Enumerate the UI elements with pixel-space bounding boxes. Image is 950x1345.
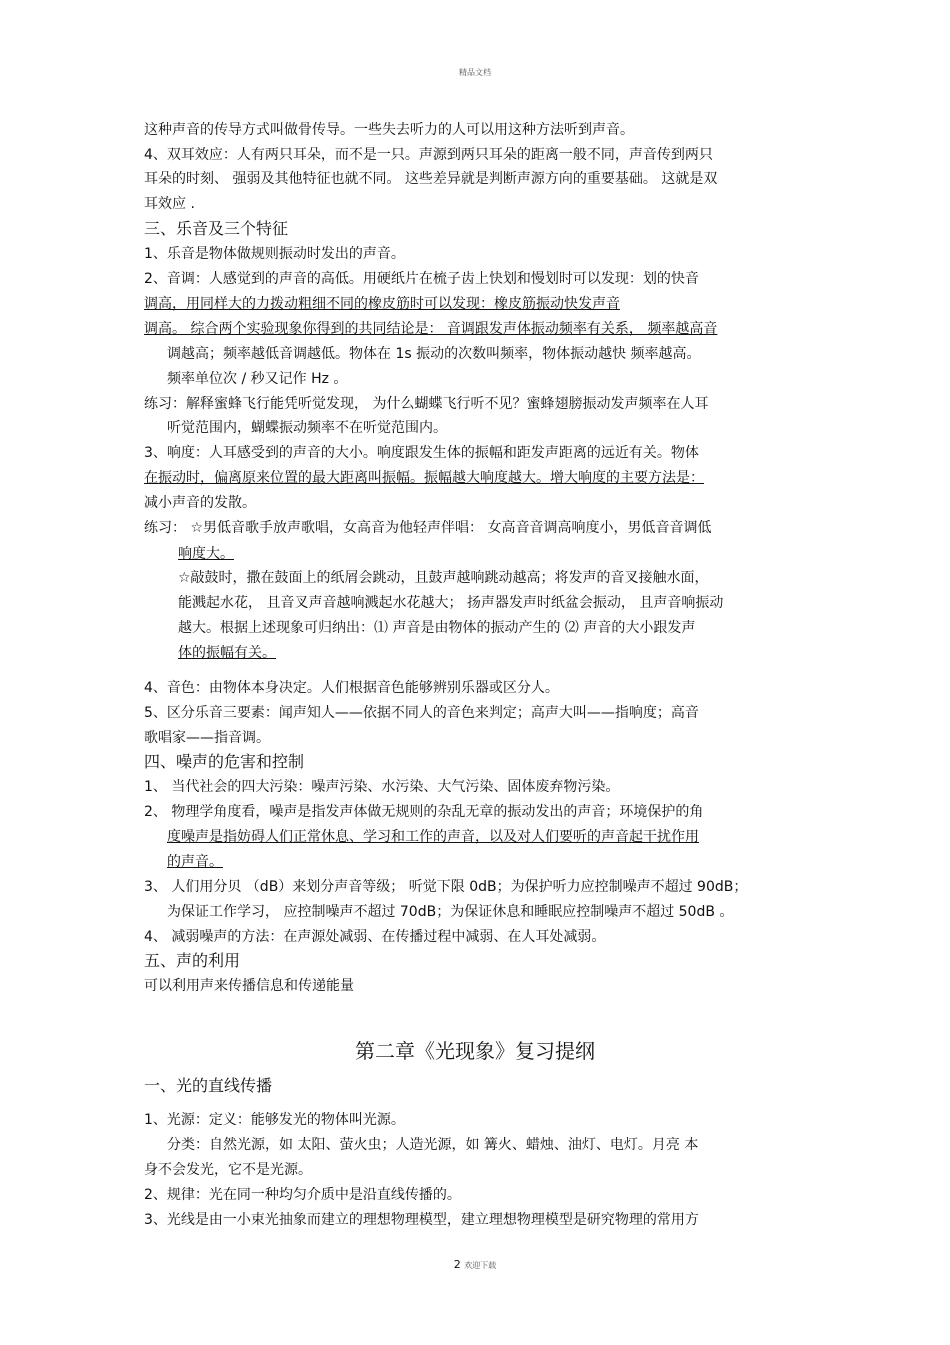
text-line: 3、 人们用分贝 （dB）来划分声音等级； 听觉下限 0dB；为保护听力应控制噪声不超过 90dB； (144, 879, 748, 895)
text-line: 听觉范围内，蝴蝶振动频率不在听觉范围内。 (167, 420, 447, 436)
chapter-title: 第二章《光现象》复习提纲 (355, 1039, 595, 1063)
text-line: 练习：解释蜜蜂飞行能凭听觉发现， 为什么蝴蝶飞行听不见？蜜蜂翅膀振动发声频率在人耳 (144, 396, 709, 412)
text-line: 2、音调：人感觉到的声音的高低。用硬纸片在梳子齿上快划和慢划时可以发现：划的快音 (144, 271, 699, 287)
page-header: 精品文档 (459, 68, 491, 77)
text-line: 为保证工作学习， 应控制噪声不超过 70dB；为保证休息和睡眠应控制噪声不超过 50dB 。 (167, 904, 734, 920)
text-line: 歌唱家——指音调。 (144, 730, 270, 746)
text-line: 3、光线是由一小束光抽象而建立的理想物理模型，建立理想物理模型是研究物理的常用方 (144, 1212, 699, 1228)
text-line: 可以利用声来传播信息和传递能量 (144, 978, 354, 994)
section-heading: 三、乐音及三个特征 (144, 219, 289, 238)
text-line: 这种声音的传导方式叫做骨传导。一些失去听力的人可以用这种方法听到声音。 (144, 122, 634, 138)
page-number: 2 (453, 1258, 461, 1271)
text-line: 1、 当代社会的四大污染：噪声污染、水污染、大气污染、固体废弃物污染。 (144, 779, 620, 795)
section-heading: 一、光的直线传播 (144, 1076, 273, 1095)
text-line: 减小声音的发散。 (144, 495, 256, 511)
footer-note: 欢迎下载 (464, 1261, 497, 1270)
text-line: 2、规律：光在同一种均匀介质中是沿直线传播的。 (144, 1187, 461, 1203)
text-line: 耳效应 . (144, 196, 195, 212)
text-line: 分类：自然光源，如 太阳、萤火虫；人造光源，如 篝火、蜡烛、油灯、电灯。月亮 本 (167, 1137, 699, 1153)
page-footer (0, 1258, 950, 1271)
text-line: 练习： ☆男低音歌手放声歌唱，女高音为他轻声伴唱： 女高音音调高响度小，男低音音调低 (144, 520, 712, 536)
text-line: 度噪声是指妨碍人们正常休息、学习和工作的声音，以及对人们要听的声音起干扰作用 (167, 829, 699, 845)
text-line: 调高。 综合两个实验现象你得到的共同结论是： 音调跟发声体振动频率有关系， 频率越高音 (144, 321, 718, 337)
text-line: 4、 减弱噪声的方法：在声源处减弱、在传播过程中减弱、在人耳处减弱。 (144, 929, 606, 945)
text-line: ☆敲鼓时，撒在鼓面上的纸屑会跳动，且鼓声越响跳动越高；将发声的音叉接触水面， (178, 570, 709, 586)
section-heading: 四、噪声的危害和控制 (144, 752, 305, 771)
text-line: 4、音色：由物体本身决定。人们根据音色能够辨别乐器或区分人。 (144, 680, 559, 696)
text-line: 调高，用同样大的力拨动粗细不同的橡皮筋时可以发现：橡皮筋振动快发声音 (144, 296, 620, 312)
text-line: 的声音。 (167, 854, 223, 870)
text-line: 响度大。 (178, 546, 234, 562)
text-line: 1、乐音是物体做规则振动时发出的声音。 (144, 246, 405, 262)
text-line: 调越高；频率越低音调越低。物体在 1s 振动的次数叫频率，物体振动越快 频率越高。 (167, 346, 701, 362)
section-heading: 五、声的利用 (144, 951, 241, 970)
text-line: 4、双耳效应：人有两只耳朵，而不是一只。声源到两只耳朵的距离一般不同，声音传到两只 (144, 147, 713, 163)
text-line: 3、响度：人耳感受到的声音的大小。响度跟发生体的振幅和距发声距离的远近有关。物体 (144, 445, 699, 461)
text-line: 能溅起水花， 且音叉声音越响溅起水花越大； 扬声器发声时纸盆会振动， 且声音响振动 (178, 595, 724, 611)
text-line: 身不会发光，它不是光源。 (144, 1162, 312, 1178)
text-line: 5、区分乐音三要素：闻声知人——依据不同人的音色来判定；高声大叫——指响度；高音 (144, 705, 699, 721)
text-line: 体的振幅有关。 (178, 645, 276, 661)
text-line: 越大。根据上述现象可归纳出：⑴ 声音是由物体的振动产生的 ⑵ 声音的大小跟发声 (178, 620, 696, 636)
text-line: 1、光源：定义：能够发光的物体叫光源。 (144, 1112, 405, 1128)
text-line: 2、 物理学角度看，噪声是指发声体做无规则的杂乱无章的振动发出的声音；环境保护的角 (144, 804, 704, 820)
text-line: 频率单位次 / 秒又记作 Hz 。 (167, 371, 348, 387)
text-line: 在振动时，偏离原来位置的最大距离叫振幅。振幅越大响度越大。增大响度的主要方法是： (144, 470, 704, 486)
text-line: 耳朵的时刻、 强弱及其他特征也就不同。 这些差异就是判断声源方向的重要基础。 这就是双 (144, 171, 718, 187)
